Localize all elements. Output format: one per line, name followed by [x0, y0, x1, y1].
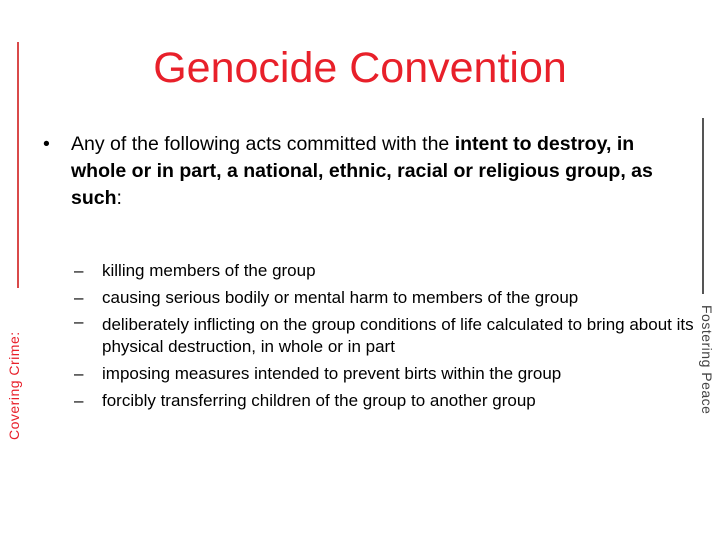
list-item [74, 257, 694, 284]
list-item-text: causing serious bodily or mental harm to members of the group [102, 288, 579, 307]
dash-marker: – [74, 364, 84, 383]
list-item [74, 360, 694, 387]
main-bullet [43, 131, 668, 212]
list-item [74, 311, 694, 360]
sub-bullet-list [74, 257, 694, 414]
main-bullet-text [71, 131, 668, 212]
list-item [74, 284, 694, 311]
dash-marker: – [74, 391, 84, 410]
list-item [74, 387, 694, 414]
list-item-text: imposing measures intended to prevent birts within the group [102, 364, 562, 383]
slide-title: Genocide Convention [153, 44, 567, 92]
dash-marker: – [74, 312, 84, 331]
main-bullet-part2: : [116, 187, 122, 209]
right-accent-rule [702, 118, 704, 294]
main-bullet-emphasis: intent to destroy, in whole or in part, a national, ethnic, racial or religious group, as such [71, 133, 653, 209]
side-label-left: Covering Crime: [6, 331, 22, 440]
list-item-text: killing members of the group [102, 261, 316, 280]
dash-marker: – [74, 261, 84, 280]
list-item-text: deliberately inflicting on the group conditions of life calculated to bring about its physical destruction, in whole or in part [102, 315, 694, 356]
list-item-text: forcibly transferring children of the group to another group [102, 391, 536, 410]
dash-marker: – [74, 288, 84, 307]
main-bullet-part1: Any of the following acts committed with the [71, 133, 455, 155]
side-label-right: Fostering Peace [699, 305, 715, 415]
bullet-marker: • [43, 133, 50, 155]
